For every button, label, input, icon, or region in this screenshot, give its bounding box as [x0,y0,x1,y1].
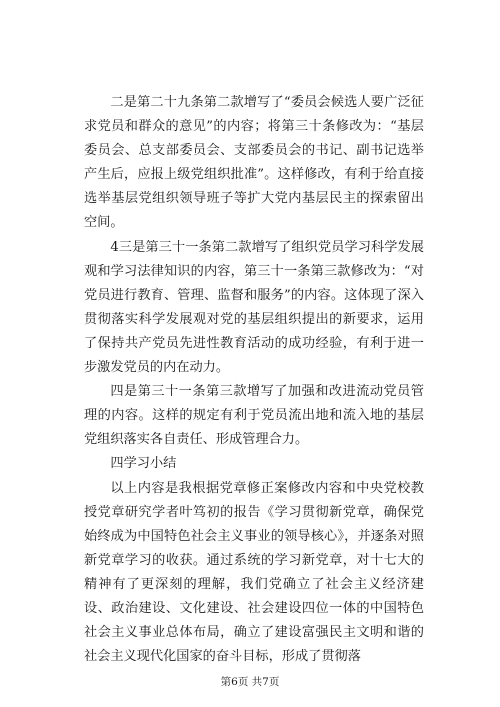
section-heading-summary: 四学习小结 [110,456,177,472]
document-body [84,91,424,669]
paragraph-mobile-members: 四是第三十一条第三款增写了加强和改进流动党员管理的内容。这样的规定有利于党员流出地和流入地的基层党组织落实各自责任、形成管理合力。 [84,384,424,448]
paragraph-summary: 以上内容是我根据党章修正案修改内容和中央党校教授党章研究学者叶笃初的报告《学习贯彻新党章，确保党始终成为中国特色社会主义事业的领导核心》，并逐条对照新党章学习的收获。通过系统的学习新党章，对十七大的精神有了更深刻的理解，我们党确立了社会主义经济建设、政治建设、文化建设、社会建设四位一体的中国特色社会主义事业总体布局，确立了建设富强民主文明和谐的社会主义现代化国家的奋斗目标，形成了贯彻落 [84,480,424,665]
paragraph-article-29-30: 二是第二十九条第二款增写了“委员会候选人要广泛征求党员和群众的意见”的内容；将第三十条修改为：“基层委员会、总支部委员会、支部委员会的书记、副书记选举产生后，应报上级党组织批准”。这样修改，有利于给直接选举基层党组织领导班子等扩大党内基层民主的探索留出空间。 [84,95,424,231]
page-number-footer: 第6页 共7页 [220,676,280,688]
paragraph-article-31-study: 4三是第三十一条第二款增写了组织党员学习科学发展观和学习法律知识的内容，第三十一条第三款修改为：“对党员进行教育、管理、监督和服务”的内容。这体现了深入贯彻落实科学发展观对党的基层组织提出的新要求，运用了保持共产党员先进性教育活动的成功经验，有利于进一步激发党员的内在动力。 [84,239,424,376]
